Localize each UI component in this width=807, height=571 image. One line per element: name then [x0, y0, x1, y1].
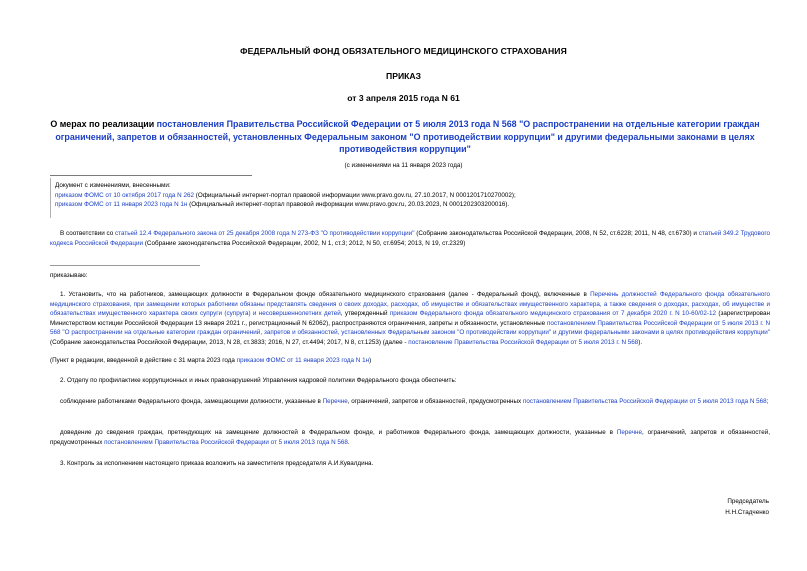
sub2-link-list[interactable]: Перечне: [616, 429, 642, 436]
order-word: приказываю:: [50, 272, 88, 279]
order-subitem-1: [50, 397, 770, 407]
signature-block: [725, 496, 769, 518]
preamble-text: (Собрание законодательства Российской Федерации, 2008, N 52, ст.6228; 2011, N 48, ст.6730) и: [414, 230, 699, 237]
title-link[interactable]: постановления Правительства Российской Федерации от 5 июля 2013 года N 568 "О распространении на отдельные категории граждан ограничений, запретов и обязанностей, установленных Федеральным законом "О противодействии коррупции" и другими федеральными законами в целях противодействия коррупции": [55, 119, 760, 154]
change-link-2[interactable]: приказом ФОМС от 11 января 2023 года N 1н: [55, 201, 188, 209]
sub2-text: , ограничений, запретов и обязанностей, предусмотренных: [50, 429, 770, 446]
item1-text: (зарегистрирован Министерством юстиции Российской Федерации 13 января 2021 г., регистрационный N 62062), распространяются ограничения, запреты и обязанности, установленные: [50, 310, 770, 327]
item1-link-list[interactable]: Перечень должностей Федерального фонда обязательного медицинского страхования, при замещении которых работники обязаны представлять сведения о своих доходах, расходах, об имуществе и обязательствах имущественного характера, а также сведения о доходах, расходах, об имуществе и обязательствах имущественного характера своих супруги (супруга) и несовершеннолетних детей: [50, 291, 771, 318]
change-link-1[interactable]: приказом ФОМС от 10 октября 2017 года N 262: [55, 191, 194, 199]
preamble-link-code[interactable]: статьей 349.2 Трудового кодекса Российской Федерации: [50, 230, 770, 247]
sub1-link-list[interactable]: Перечне: [322, 398, 348, 405]
sub1-text: соблюдение работниками Федерального фонда, замещающими должности, указанные в: [60, 398, 323, 405]
order-item-2: 2. Отделу по профилактике коррупционных и иных правонарушений Управления кадровой политики Федерального фонда обеспечить:: [60, 377, 457, 384]
item1-text: , утвержденный: [340, 310, 390, 318]
change-text-2: (Официальный интернет-портал правовой информации www.pravo.gov.ru, 20.03.2023, N 0001202303200016).: [187, 201, 510, 209]
sub2-link-decree[interactable]: постановлением Правительства Российской Федерации от 5 июля 2013 года N 568: [104, 438, 348, 446]
note-link[interactable]: приказом ФОМС от 11 января 2023 года N 1н: [236, 357, 370, 364]
edition-note: (с изменениями на 11 января 2023 года): [344, 162, 463, 169]
document-type: ПРИКАЗ: [386, 71, 421, 81]
preamble-link-law[interactable]: статьей 12.4 Федерального закона от 25 декабря 2008 года N 273-ФЗ "О противодействии коррупции": [115, 230, 415, 237]
note-text: (Пункт в редакции, введенной в действие с 31 марта 2023 года: [50, 357, 237, 364]
order-item-3: 3. Контроль за исполнением настоящего приказа возложить на заместителя председателя А.И.Кувалдина.: [60, 460, 374, 467]
item1-link-decree[interactable]: постановлением Правительства Российской Федерации от 5 июля 2013 г. N 568 "О распространении на отдельные категории граждан ограничений, запретов и обязанностей, установленных Федеральным законом "О противодействии коррупции" и другими федеральными законами в целях противодействия коррупции": [50, 319, 770, 337]
sub2-text: .: [347, 438, 350, 446]
change-text-1: (Официальный интернет-портал правовой информации www.pravo.gov.ru, 27.10.2017, N 0001201710270002);: [193, 191, 516, 199]
title-prefix: О мерах по реализации: [50, 119, 157, 129]
change-item: [55, 200, 755, 210]
preamble: [50, 229, 770, 248]
sub1-link-decree[interactable]: постановлением Правительства Российской Федерации от 5 июля 2013 года N 568: [522, 398, 767, 405]
changes-sidebar: [50, 178, 51, 218]
order-subitem-2: [50, 428, 770, 447]
signature-title: Председатель: [727, 498, 769, 505]
sub1-text: ;: [766, 398, 769, 405]
preamble-text: (Собрание законодательства Российской Федерации, 2002, N 1, ст.3; 2012, N 50, ст.6954; 2013, N 19, ст.2329): [143, 239, 466, 247]
divider-mid: [50, 265, 200, 266]
sub1-text: , ограничений, запретов и обязанностей, предусмотренных: [347, 398, 523, 405]
item1-link-order[interactable]: приказом Федерального фонда обязательного медицинского страхования от 7 декабря 2020 г. N 10-60/02-12: [389, 310, 717, 318]
organization-heading: ФЕДЕРАЛЬНЫЙ ФОНД ОБЯЗАТЕЛЬНОГО МЕДИЦИНСКОГО СТРАХОВАНИЯ: [240, 46, 567, 56]
preamble-text: В соответствии со: [60, 230, 116, 237]
document-title: [40, 118, 770, 156]
item1-text: ).: [638, 338, 643, 346]
item1-text: (Собрание законодательства Российской Федерации, 2013, N 28, ст.3833; 2016, N 27, ст.4494; 2017, N 8, ст.1253) (далее -: [50, 338, 409, 346]
item1-note: [50, 356, 770, 366]
item1-text: 1. Установить, что на работников, замещающих должности в Федеральном фонде обязательного медицинского страхования (далее - Федеральный фонд), включенные в: [60, 291, 591, 298]
signature-name: Н.Н.Стадченко: [725, 509, 769, 516]
document-date-number: от 3 апреля 2015 года N 61: [347, 93, 460, 103]
order-item-1: [50, 290, 770, 348]
item1-link-decree-short[interactable]: постановление Правительства Российской Федерации от 5 июля 2013 г. N 568: [408, 338, 639, 346]
note-text: ): [369, 357, 372, 364]
changes-label: Документ с изменениями, внесенными:: [55, 182, 171, 189]
changes-block: [55, 181, 755, 210]
change-item: [55, 191, 755, 201]
divider-top: [50, 175, 252, 176]
sub2-text: доведение до сведения граждан, претендующих на замещение должностей в Федеральном фонде, и работников Федерального фонда, замещающих должности, указанные в: [60, 429, 617, 436]
